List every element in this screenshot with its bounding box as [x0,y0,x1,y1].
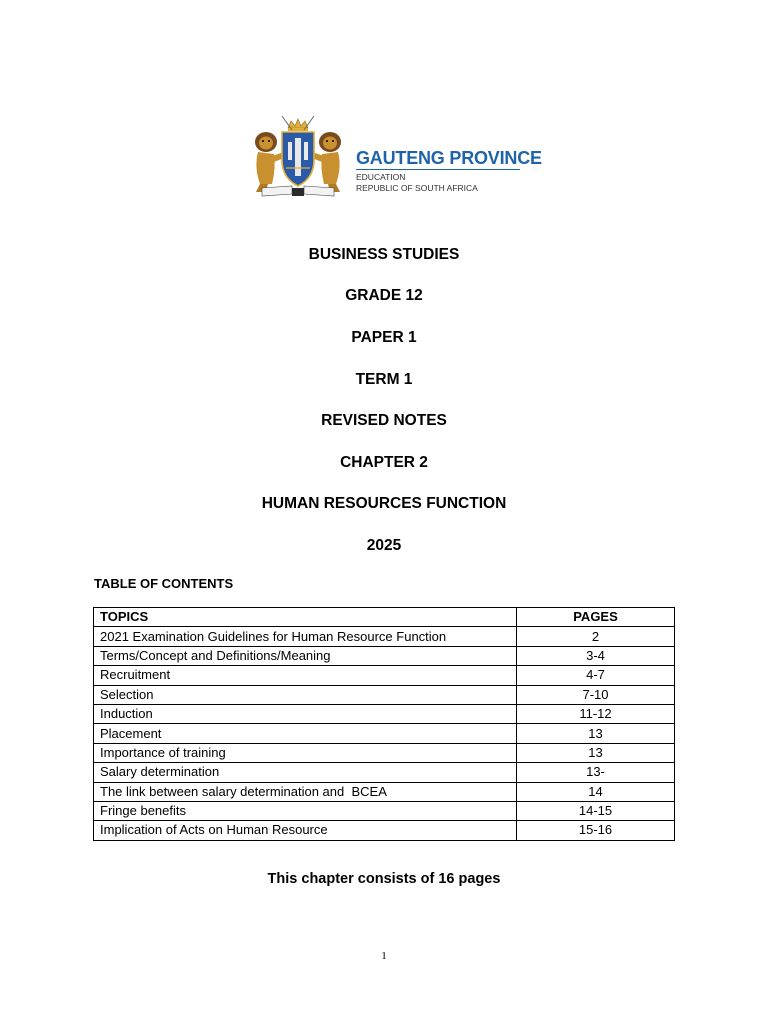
toc-topic: Fringe benefits [94,801,517,820]
toc-pages: 14 [517,782,675,801]
coat-of-arms-icon [246,112,350,200]
table-row [94,821,675,840]
province-underline [356,169,520,170]
topic-heading: HUMAN RESOURCES FUNCTION [261,495,507,512]
toc-topic: Placement [94,724,517,743]
toc-topic: Induction [94,704,517,723]
paper-heading: PAPER 1 [351,329,417,346]
notes-heading: REVISED NOTES [321,412,447,429]
toc-topic: Recruitment [94,666,517,685]
grade-heading: GRADE 12 [345,287,423,304]
toc-pages: 14-15 [517,801,675,820]
toc-topic: The link between salary determination and BCEA [94,782,517,801]
toc-pages: 7-10 [517,685,675,704]
year-heading: 2025 [366,537,402,554]
toc-pages: 4-7 [517,666,675,685]
chapter-length-note: This chapter consists of 16 pages [267,871,501,887]
country-name: REPUBLIC OF SOUTH AFRICA [356,183,478,193]
toc-topic: Salary determination [94,763,517,782]
toc-header-row [94,608,675,627]
term-heading: TERM 1 [355,371,413,388]
motto-ribbon [262,186,334,196]
table-row [94,704,675,723]
subject-heading: BUSINESS STUDIES [308,246,460,263]
crown [282,116,314,131]
table-row [94,685,675,704]
toc-topic: Selection [94,685,517,704]
toc-title: TABLE OF CONTENTS [94,576,234,591]
toc-topic: Terms/Concept and Definitions/Meaning [94,646,517,665]
pages-column-header: PAGES [517,608,675,627]
table-row [94,743,675,762]
province-name: GAUTENG PROVINCE [356,148,542,168]
gauteng-logo [246,112,542,200]
toc-topic: 2021 Examination Guidelines for Human Resource Function [94,627,517,646]
toc-pages: 2 [517,627,675,646]
page-number: 1 [381,950,387,962]
table-row [94,724,675,743]
table-row [94,782,675,801]
toc-topic: Implication of Acts on Human Resource [94,821,517,840]
department-name: EDUCATION [356,172,406,182]
toc-pages: 13 [517,724,675,743]
toc-topic: Importance of training [94,743,517,762]
toc-pages: 11-12 [517,704,675,723]
chapter-heading: CHAPTER 2 [340,454,428,471]
toc-table [93,607,675,841]
toc-pages: 15-16 [517,821,675,840]
table-row [94,666,675,685]
table-row [94,801,675,820]
left-lion-supporter [255,132,284,192]
toc-pages: 13 [517,743,675,762]
shield [282,132,314,186]
topics-column-header: TOPICS [94,608,517,627]
right-lion-supporter [312,132,341,192]
table-row [94,763,675,782]
table-row [94,646,675,665]
logo-text [356,148,542,194]
toc-pages: 3-4 [517,646,675,665]
toc-pages: 13- [517,763,675,782]
table-row [94,627,675,646]
